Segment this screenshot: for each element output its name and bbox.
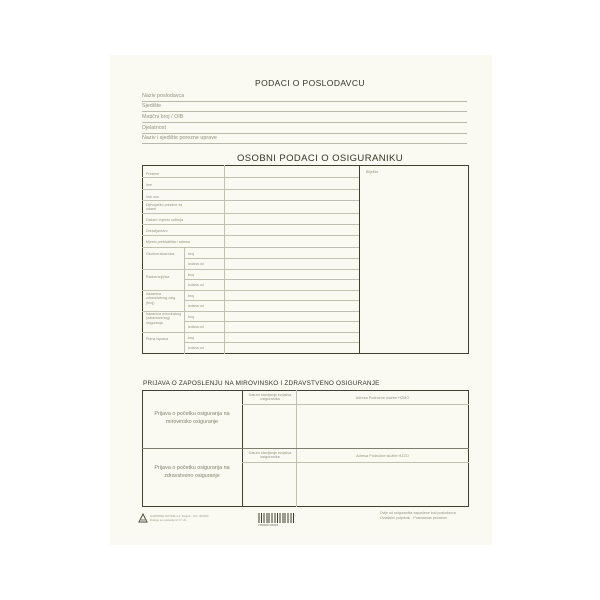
- publisher-info: [150, 514, 208, 522]
- row-line: [142, 235, 359, 236]
- health-date-label: Datum stavljanja svojstva osiguranika: [248, 451, 292, 460]
- sub-izdana: izdana od: [188, 262, 204, 266]
- photo-notes-label: Bilješke: [366, 170, 379, 174]
- employer-field-activity-line[interactable]: [142, 133, 467, 134]
- employer-title: PODACI O POSLODAVCU: [255, 78, 365, 88]
- health-address-label: Adresa Područne službe HZZO: [356, 454, 409, 458]
- field-passport: Putna isprava: [146, 337, 168, 341]
- field-father-name: Ime oca: [146, 195, 159, 199]
- employer-field-name: Naziv poslodavca: [142, 93, 185, 99]
- field-maiden-name: Djevojačko prezime za udane: [146, 203, 183, 212]
- insured-table-divider: [359, 165, 360, 354]
- row-line: [184, 300, 359, 301]
- row-line: [142, 332, 359, 333]
- row-line: [142, 200, 359, 201]
- employer-field-name-line[interactable]: [142, 101, 467, 102]
- footer-notes: [380, 511, 456, 521]
- row-line: [184, 321, 359, 322]
- barcode-number: 3 859000 000000: [258, 524, 279, 527]
- field-health-card: Iskaznica zdravstvenog osig. (broj): [146, 292, 176, 305]
- row-line: [184, 258, 359, 259]
- footer-note-1: Dvije od osiguranika zaposlene kod poslodavca: [380, 511, 456, 515]
- sub-izdana: izdana od: [188, 304, 204, 308]
- employment-header-line: [242, 404, 469, 405]
- publisher-line-1: NARODNE NOVINE d.d. Zagreb - Obr. 000000: [150, 514, 209, 518]
- field-birth: Datum i mjesto rođenja: [146, 218, 183, 222]
- sub-broj: broj: [188, 315, 194, 319]
- row-line: [142, 269, 359, 270]
- row-line: [184, 279, 359, 280]
- sub-broj: broj: [188, 273, 194, 277]
- employment-title: PRIJAVA O ZAPOSLENJU NA MIROVINSKO I ZDRAVSTVENO OSIGURANJE: [143, 380, 380, 387]
- row-line: [184, 342, 359, 343]
- publisher-line-2: Izdanje se nastavlja M 17 obr.: [150, 518, 188, 522]
- pension-insurance-label: Prijava o početku osiguranja na mirovinsko osiguranje: [154, 411, 230, 425]
- employer-field-seat-line[interactable]: [142, 111, 467, 112]
- pension-address-label: Adresa Područne službe HZMO: [355, 396, 410, 400]
- employment-row-divider: [142, 448, 469, 449]
- row-line: [142, 177, 359, 178]
- sub-broj: broj: [188, 294, 194, 298]
- sub-izdana: izdana od: [188, 346, 204, 350]
- sub-izdana: izdana od: [188, 283, 204, 287]
- sub-broj: broj: [188, 252, 194, 256]
- field-surname: Prezime: [146, 172, 160, 176]
- row-line: [142, 213, 359, 214]
- health-insurance-label: Prijava o početku osiguranja na zdravstveno osiguranje: [154, 465, 230, 479]
- field-work-book: Radna knjižica: [146, 275, 170, 279]
- row-line: [142, 290, 359, 291]
- field-id-card: Osobna iskaznica: [146, 252, 175, 256]
- sub-broj: broj: [188, 336, 194, 340]
- field-pension-card: Iskaznica mirovinskog (zdravstvenog) osiguranja: [146, 312, 182, 325]
- employer-field-activity: Djelatnost: [142, 125, 166, 131]
- row-line: [142, 247, 359, 248]
- row-line: [142, 224, 359, 225]
- field-name: Ime: [146, 183, 152, 187]
- field-citizenship: Državljanstvo: [146, 229, 168, 233]
- employment-header-line-2: [242, 462, 469, 463]
- field-residence: Mjesto prebivališta / adresa: [146, 240, 190, 244]
- pension-date-label: Datum stavljanja svojstva osiguranika: [248, 393, 292, 402]
- insured-label-column-divider: [224, 165, 225, 354]
- sub-izdana: izdana od: [188, 325, 204, 329]
- barcode: [258, 513, 294, 523]
- employer-field-seat: Sjedište: [142, 103, 162, 109]
- employer-field-tax-office: Naziv i sjedište porezne uprave: [142, 135, 217, 141]
- employer-field-oib-line[interactable]: [142, 122, 467, 123]
- footer-note-2: Ovlašteni potpisnik - Poslodavac pečatom: [380, 516, 447, 520]
- row-line: [142, 189, 359, 190]
- insured-title: OSOBNI PODACI O OSIGURANIKU: [237, 153, 403, 164]
- publisher-logo-icon: [138, 513, 148, 523]
- employer-field-oib: Matični broj / OIB: [142, 114, 184, 120]
- employer-field-tax-office-line[interactable]: [142, 143, 467, 144]
